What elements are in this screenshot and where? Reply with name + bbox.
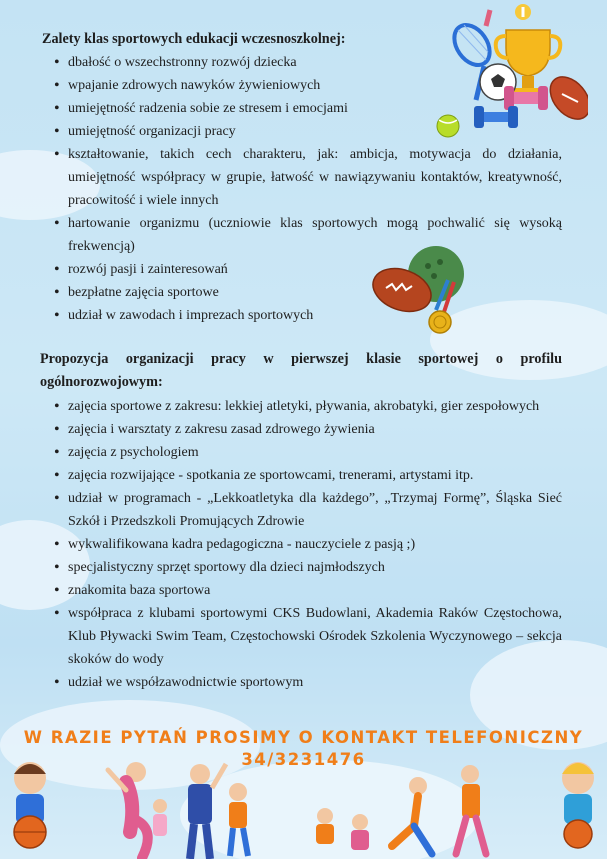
list-item: • rozwój pasji i zainteresowań bbox=[54, 258, 562, 281]
list-item: • udział we współzawodnictwie sportowym bbox=[54, 671, 562, 694]
list-item: • kształtowanie, takich cech charakteru, jak: ambicja, motywacja do działania, umiejętność współpracy w grupie, łatwość w nawiązywaniu kontaktów, kreatywność, pracowitość i wiele innych bbox=[54, 143, 562, 212]
list-item: • hartowanie organizmu (uczniowie klas sportowych mogą pochwalić się wysoką frekwencją) bbox=[54, 212, 562, 258]
list-item: • zajęcia i warsztaty z zakresu zasad zdrowego żywienia bbox=[54, 418, 562, 441]
list-item: • zajęcia z psychologiem bbox=[54, 441, 562, 464]
proposal-list bbox=[54, 395, 562, 694]
contact-banner: W RAZIE PYTAŃ PROSIMY O KONTAKT TELEFONICZNY bbox=[23, 728, 584, 747]
list-item: • wykwalifikowana kadra pedagogiczna - nauczyciele z pasją ;) bbox=[54, 533, 562, 556]
list-item: • współpraca z klubami sportowymi CKS Budowlani, Akademia Raków Częstochowa, Klub Pływacki Swim Team, Częstochowski Ośrodek Szkolenia Wyczynowego – sekcja skoków do wody bbox=[54, 602, 562, 671]
proposal-heading: Propozycja organizacji pracy w pierwszej klasie sportowej o profilu ogólnorozwojowym: bbox=[40, 351, 562, 390]
list-item: • umiejętność organizacji pracy bbox=[54, 120, 562, 143]
list-item: • dbałość o wszechstronny rozwój dziecka bbox=[54, 51, 562, 74]
list-item: • znakomita baza sportowa bbox=[54, 579, 562, 602]
list-item: • zajęcia sportowe z zakresu: lekkiej atletyki, pływania, akrobatyki, gier zespołowych bbox=[54, 395, 562, 418]
list-item: • specjalistyczny sprzęt sportowy dla dzieci najmłodszych bbox=[54, 556, 562, 579]
list-item: • umiejętność radzenia sobie ze stresem i emocjami bbox=[54, 97, 562, 120]
list-item: • udział w zawodach i imprezach sportowych bbox=[54, 304, 562, 327]
list-item: • bezpłatne zajęcia sportowe bbox=[54, 281, 562, 304]
children-exercising-illustration bbox=[0, 760, 607, 859]
phone-number: 34/3231476 bbox=[241, 750, 366, 769]
advantages-list bbox=[54, 51, 562, 327]
list-item: • udział w programach - „Lekkoatletyka dla każdego”, „Trzymaj Formę”, Śląska Sieć Szkół i Przedszkoli Promujących Zdrowie bbox=[54, 487, 562, 533]
advantages-heading: Zalety klas sportowych edukacji wczesnoszkolnej: bbox=[42, 31, 346, 47]
list-item: • zajęcia rozwijające - spotkania ze sportowcami, trenerami, artystami itp. bbox=[54, 464, 562, 487]
list-item: • wpajanie zdrowych nawyków żywieniowych bbox=[54, 74, 562, 97]
